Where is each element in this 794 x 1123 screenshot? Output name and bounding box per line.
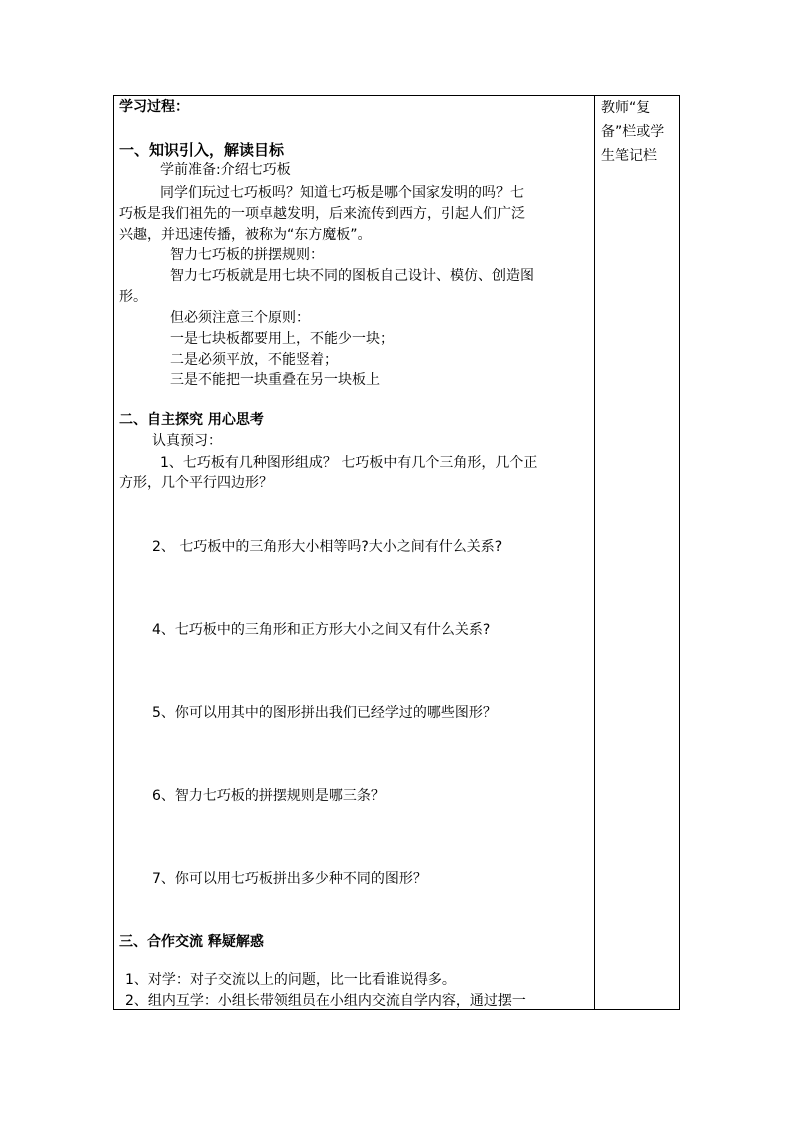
- side-note-column: 教师“复备”栏或学生笔记栏: [601, 100, 665, 164]
- rule-item: 一是七块板都要用上，不能少一块；: [170, 331, 394, 347]
- rule-item: 二是必须平放，不能竖着；: [170, 352, 338, 368]
- question-item: 1、七巧板有几种图形组成？ 七巧板中有几个三角形，几个正: [160, 455, 538, 471]
- intro-paragraph-line: 兴趣，并迅速传播，被称为“东方魔板”。: [119, 227, 372, 243]
- prep-line: 学前准备:介绍七巧板: [160, 162, 291, 178]
- question-item: 2、 七巧板中的三角形大小相等吗?大小之间有什么关系?: [152, 539, 503, 555]
- rule-item: 三是不能把一块重叠在另一块板上: [170, 372, 380, 388]
- question-item: 5、你可以用其中的图形拼出我们已经学过的哪些图形？: [152, 705, 497, 721]
- question-item: 6、智力七巧板的拼摆规则是哪三条？: [152, 788, 385, 804]
- intro-paragraph-line: 巧板是我们祖先的一项卓越发明，后来流传到西方，引起人们广泛: [119, 206, 525, 222]
- part1-heading: 一、知识引入，解读目标: [119, 141, 285, 159]
- column-divider: [594, 95, 595, 1010]
- question-item: 4、七巧板中的三角形和正方形大小之间又有什么关系?: [152, 622, 491, 638]
- rules-paragraph-line: 形。: [119, 289, 147, 305]
- question-item: 方形，几个平行四边形？: [119, 475, 273, 491]
- part3-heading: 三、合作交流 释疑解惑: [119, 934, 264, 950]
- rules-paragraph-line: 智力七巧板就是用七块不同的图板自己设计、模仿、创造图: [170, 268, 534, 284]
- question-item: 7、你可以用七巧板拼出多少种不同的图形？: [152, 871, 427, 887]
- activity-item: 2、组内互学：小组长带领组员在小组内交流自学内容，通过摆一: [125, 993, 526, 1009]
- principles-line: 但必须注意三个原则：: [170, 310, 310, 326]
- rules-title: 智力七巧板的拼摆规则：: [170, 247, 324, 263]
- activity-item: 1、对学：对子交流以上的问题，比一比看谁说得多。: [125, 972, 456, 988]
- intro-paragraph-line: 同学们玩过七巧板吗？知道七巧板是哪个国家发明的吗？七: [160, 185, 524, 201]
- section-title: 学习过程：: [119, 99, 189, 115]
- preview-line: 认真预习：: [152, 433, 222, 449]
- part2-heading: 二、自主探究 用心思考: [119, 412, 264, 428]
